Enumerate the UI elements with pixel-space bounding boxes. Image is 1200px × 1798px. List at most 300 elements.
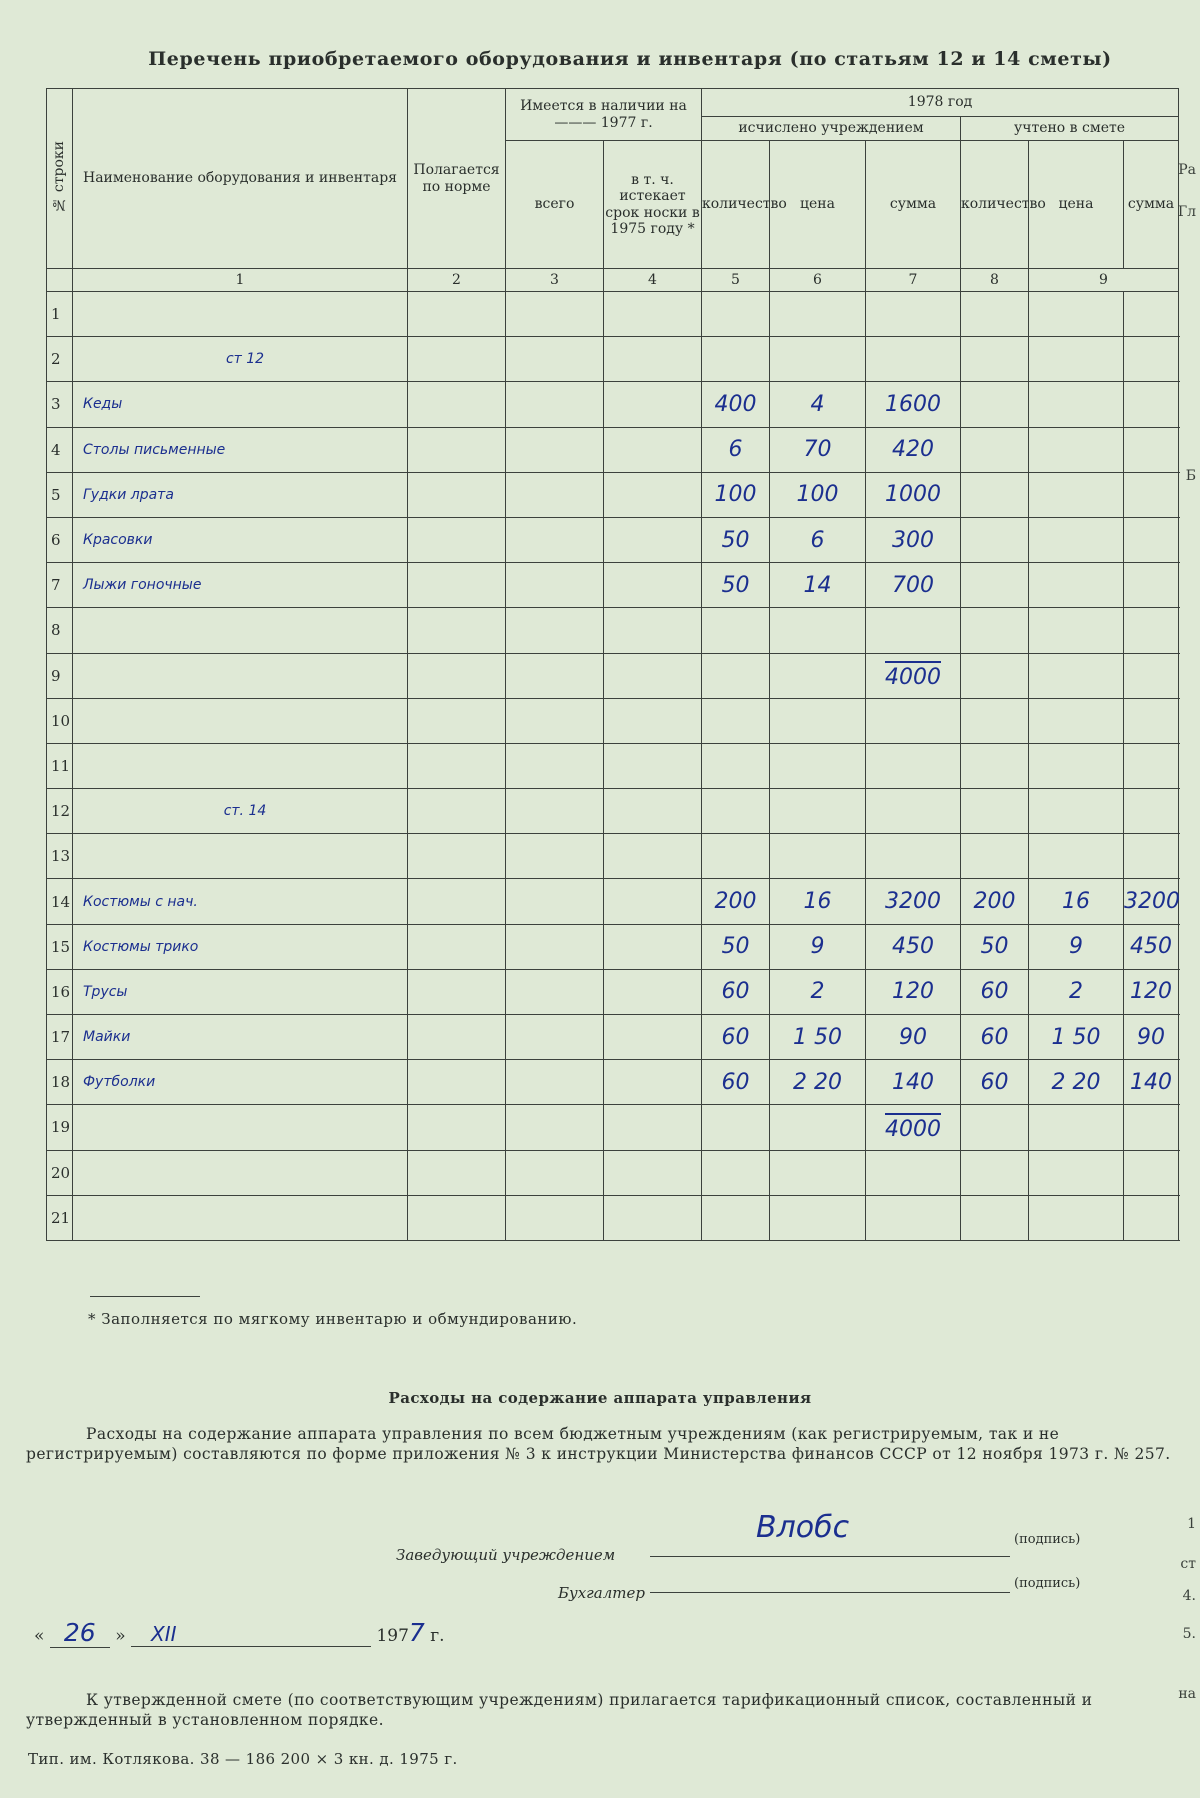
colnum-blank [47,269,73,292]
date-month: XII [131,1622,371,1647]
qty-cell [702,292,770,337]
price2-cell [1029,1105,1124,1150]
qty-cell [702,608,770,653]
qty2-cell: 200 [961,879,1029,924]
qty2-cell [961,608,1029,653]
sum-cell: 300 [866,517,961,562]
table-row [47,1195,1179,1240]
price-cell: 16 [770,879,866,924]
table-row [47,743,1179,788]
row-number: 4 [47,427,73,472]
sum2-cell: 120 [1124,969,1179,1014]
edge-fragment-2: Гл [1177,204,1196,220]
norm-cell [408,427,506,472]
price-cell [770,292,866,337]
price2-cell [1029,563,1124,608]
sum2-cell [1124,472,1179,517]
sum-cell [866,1150,961,1195]
have-expiring-cell [604,698,702,743]
price-cell [770,608,866,653]
edge-fragment-3: Б [1185,468,1196,484]
header-sum2: сумма [1124,141,1179,269]
have-total-cell [506,653,604,698]
price2-cell [1029,292,1124,337]
price-cell: 6 [770,517,866,562]
qty2-cell [961,789,1029,834]
row-number: 16 [47,969,73,1014]
price-cell [770,698,866,743]
price-cell [770,653,866,698]
qty-cell: 60 [702,1015,770,1060]
qty2-cell: 60 [961,969,1029,1014]
have-expiring-cell [604,1105,702,1150]
column-number: 3 [506,269,604,292]
sum2-cell [1124,834,1179,879]
header-name: Наименование оборудования и инвентаря [73,89,408,269]
qty-cell: 6 [702,427,770,472]
sum-cell: 420 [866,427,961,472]
price2-cell [1029,834,1124,879]
qty-cell [702,337,770,382]
row-number: 20 [47,1150,73,1195]
price-cell [770,789,866,834]
section-text: Расходы на содержание аппарата управления по всем бюджетным учреждениям (как регистрируемым, так и не регистрируемым) составляются по форме приложения № 3 к инструкции Министерства финансов СССР от 12 ноября 1973 г. № 257. [26,1425,1171,1464]
sum2-cell: 90 [1124,1015,1179,1060]
column-number: 6 [770,269,866,292]
column-number: 9 [1029,269,1179,292]
norm-cell [408,789,506,834]
column-number: 7 [866,269,961,292]
row-number: 10 [47,698,73,743]
have-total-cell [506,563,604,608]
sum-cell [866,1195,961,1240]
have-expiring-cell [604,924,702,969]
have-total-cell [506,924,604,969]
row-number: 2 [47,337,73,382]
edge-fragment-6: 4. [1182,1588,1196,1604]
norm-cell [408,382,506,427]
have-expiring-cell [604,472,702,517]
table-row [47,1060,1179,1105]
sum-cell: 1000 [866,472,961,517]
qty-cell: 60 [702,1060,770,1105]
sum2-cell [1124,1150,1179,1195]
qty2-cell [961,1150,1029,1195]
have-expiring-cell [604,1060,702,1105]
sum2-cell: 140 [1124,1060,1179,1105]
date-suffix: г. [430,1626,445,1646]
table-row [47,834,1179,879]
norm-cell [408,1015,506,1060]
table-row [47,382,1179,427]
qty2-cell [961,743,1029,788]
row-number: 7 [47,563,73,608]
row-number: 9 [47,653,73,698]
norm-cell [408,337,506,382]
price-cell: 9 [770,924,866,969]
qty-cell: 50 [702,563,770,608]
have-expiring-cell [604,653,702,698]
qty-cell [702,1150,770,1195]
sum2-cell [1124,292,1179,337]
row-number: 21 [47,1195,73,1240]
header-calc: исчислено учреждением [702,117,961,141]
qty-cell [702,789,770,834]
table-row [47,1105,1179,1150]
row-number: 12 [47,789,73,834]
header-norm: Полагается по норме [408,89,506,269]
footnote: * Заполняется по мягкому инвентарю и обмундированию. [88,1310,578,1328]
price2-cell [1029,608,1124,653]
have-expiring-cell [604,834,702,879]
equipment-table [46,88,1179,1241]
sum2-cell [1124,517,1179,562]
table-row [47,337,1179,382]
sum2-cell [1124,427,1179,472]
norm-cell [408,472,506,517]
sum-cell: 120 [866,969,961,1014]
sum-cell [866,789,961,834]
qty-cell [702,1195,770,1240]
qty2-cell: 60 [961,1060,1029,1105]
qty2-cell [961,1105,1029,1150]
qty2-cell [961,472,1029,517]
price2-cell [1029,789,1124,834]
item-name: Трусы [73,969,408,1014]
norm-cell [408,1195,506,1240]
price2-cell [1029,427,1124,472]
qty2-cell [961,427,1029,472]
header-have-expiring: в т. ч. истекает срок носки в 1975 году * [604,141,702,269]
date-year-prefix: 197 [376,1626,409,1646]
column-number: 5 [702,269,770,292]
have-total-cell [506,292,604,337]
header-qty: количество [702,141,770,269]
sum-cell: 140 [866,1060,961,1105]
row-number: 19 [47,1105,73,1150]
sum-cell [866,834,961,879]
have-expiring-cell [604,1015,702,1060]
norm-cell [408,879,506,924]
have-expiring-cell [604,1195,702,1240]
have-expiring-cell [604,337,702,382]
qty-cell [702,653,770,698]
footnote-rule [90,1296,200,1297]
qty-cell: 50 [702,924,770,969]
qty-cell: 200 [702,879,770,924]
table-row [47,563,1179,608]
item-name: Майки [73,1015,408,1060]
qty2-cell [961,517,1029,562]
item-name: Гудки лрата [73,472,408,517]
have-total-cell [506,1195,604,1240]
item-name [73,834,408,879]
price2-cell [1029,517,1124,562]
item-name: Футболки [73,1060,408,1105]
price-cell: 2 [770,969,866,1014]
item-name [73,1195,408,1240]
table-row [47,1150,1179,1195]
date-year-digit: 7 [408,1618,425,1647]
column-number: 1 [73,269,408,292]
head-signature-hint: (подпись) [1014,1532,1081,1547]
header-price2: цена [1029,141,1124,269]
edge-fragment-4: 1 [1187,1516,1196,1532]
table-row [47,924,1179,969]
norm-cell [408,653,506,698]
sum-cell: 450 [866,924,961,969]
qty-cell: 60 [702,969,770,1014]
print-info: Тип. им. Котлякова. 38 — 186 200 × 3 кн. д. 1975 г. [28,1750,458,1768]
qty2-cell [961,292,1029,337]
have-total-cell [506,1060,604,1105]
page-title: Перечень приобретаемого оборудования и инвентаря (по статьям 12 и 14 сметы) [148,48,1112,70]
item-name: Столы письменные [73,427,408,472]
have-total-cell [506,517,604,562]
section-title: Расходы на содержание аппарата управления [388,1389,812,1407]
qty2-cell [961,653,1029,698]
column-number: 2 [408,269,506,292]
table-row [47,653,1179,698]
item-name: ст 12 [73,337,408,382]
row-number: 15 [47,924,73,969]
norm-cell [408,834,506,879]
header-have: Имеется в наличии на ——— 1977 г. [506,89,702,141]
header-sum: сумма [866,141,961,269]
have-expiring-cell [604,382,702,427]
norm-cell [408,969,506,1014]
item-name: Лыжи гоночные [73,563,408,608]
sum2-cell [1124,608,1179,653]
have-expiring-cell [604,969,702,1014]
header-year: 1978 год [702,89,1179,117]
column-number: 4 [604,269,702,292]
sum2-cell [1124,563,1179,608]
sum-cell: 1600 [866,382,961,427]
column-number: 8 [961,269,1029,292]
row-number: 8 [47,608,73,653]
have-total-cell [506,969,604,1014]
price-cell [770,1150,866,1195]
edge-fragment-5: ст [1180,1556,1196,1572]
note-text: К утвержденной смете (по соответствующим учреждениям) прилагается тарификационный список, составленный и утвержденный в установленном порядке. [26,1691,1093,1730]
item-name: Кеды [73,382,408,427]
norm-cell [408,743,506,788]
have-total-cell [506,1015,604,1060]
item-name [73,1150,408,1195]
have-expiring-cell [604,879,702,924]
qty-cell: 400 [702,382,770,427]
norm-cell [408,517,506,562]
sum-cell: 4000 [866,1105,961,1150]
have-expiring-cell [604,608,702,653]
item-name [73,743,408,788]
price2-cell: 9 [1029,924,1124,969]
header-qty2: количество [961,141,1029,269]
have-expiring-cell [604,789,702,834]
row-number: 3 [47,382,73,427]
date-line: « 26 » XII 1977 г. [34,1618,445,1647]
price-cell [770,743,866,788]
have-total-cell [506,427,604,472]
row-number: 1 [47,292,73,337]
item-name: Костюмы трико [73,924,408,969]
sum-cell [866,292,961,337]
table-body [47,292,1179,1241]
sum2-cell [1124,1105,1179,1150]
row-number: 11 [47,743,73,788]
item-name [73,698,408,743]
accountant-signature-line [650,1592,1010,1593]
have-total-cell [506,608,604,653]
norm-cell [408,698,506,743]
sum2-cell [1124,789,1179,834]
price2-cell: 2 [1029,969,1124,1014]
have-expiring-cell [604,292,702,337]
qty2-cell [961,563,1029,608]
have-total-cell [506,698,604,743]
header-price: цена [770,141,866,269]
row-number: 17 [47,1015,73,1060]
row-number: 14 [47,879,73,924]
sum2-cell [1124,337,1179,382]
have-total-cell [506,382,604,427]
price-cell [770,337,866,382]
have-total-cell [506,789,604,834]
price-cell: 1 50 [770,1015,866,1060]
price2-cell [1029,743,1124,788]
row-number: 5 [47,472,73,517]
sum2-cell [1124,698,1179,743]
qty-cell: 100 [702,472,770,517]
price-cell: 2 20 [770,1060,866,1105]
price2-cell [1029,653,1124,698]
have-expiring-cell [604,427,702,472]
table-row [47,969,1179,1014]
accountant-signature-hint: (подпись) [1014,1576,1081,1591]
table-row [47,292,1179,337]
qty-cell [702,743,770,788]
item-name: Красовки [73,517,408,562]
header-have-total: всего [506,141,604,269]
qty-cell [702,834,770,879]
table-row [47,789,1179,834]
have-total-cell [506,1105,604,1150]
edge-fragment-8: на [1178,1686,1196,1702]
sum-cell [866,337,961,382]
table-row [47,698,1179,743]
item-name [73,608,408,653]
qty2-cell [961,698,1029,743]
sum2-cell: 450 [1124,924,1179,969]
have-total-cell [506,834,604,879]
item-name: ст. 14 [73,789,408,834]
have-total-cell [506,472,604,517]
norm-cell [408,1105,506,1150]
item-name: Костюмы с нач. [73,879,408,924]
have-total-cell [506,743,604,788]
table-row [47,472,1179,517]
price2-cell: 2 20 [1029,1060,1124,1105]
price2-cell [1029,337,1124,382]
sum-cell: 90 [866,1015,961,1060]
row-number: 13 [47,834,73,879]
date-day: 26 [50,1618,110,1648]
qty-cell [702,698,770,743]
have-total-cell [506,337,604,382]
edge-fragment-7: 5. [1182,1626,1196,1642]
sum-cell [866,608,961,653]
header-row-no: № строки [47,89,73,269]
sum-cell: 4000 [866,653,961,698]
price-cell [770,834,866,879]
price2-cell: 16 [1029,879,1124,924]
norm-cell [408,1060,506,1105]
sum-cell: 3200 [866,879,961,924]
row-number: 18 [47,1060,73,1105]
table-row [47,1015,1179,1060]
price-cell: 14 [770,563,866,608]
qty2-cell [961,382,1029,427]
price-cell: 4 [770,382,866,427]
price-cell: 70 [770,427,866,472]
have-total-cell [506,1150,604,1195]
item-name [73,1105,408,1150]
qty2-cell [961,1195,1029,1240]
sum2-cell: 3200 [1124,879,1179,924]
item-name [73,292,408,337]
column-number-row [47,269,1179,292]
sum-cell: 700 [866,563,961,608]
price-cell: 100 [770,472,866,517]
price-cell [770,1195,866,1240]
have-expiring-cell [604,563,702,608]
norm-cell [408,608,506,653]
have-total-cell [506,879,604,924]
price2-cell [1029,698,1124,743]
head-signature-label: Заведующий учреждением [396,1546,616,1564]
sum2-cell [1124,382,1179,427]
qty2-cell: 60 [961,1015,1029,1060]
row-number: 6 [47,517,73,562]
norm-cell [408,1150,506,1195]
have-expiring-cell [604,1150,702,1195]
have-expiring-cell [604,743,702,788]
price2-cell [1029,1195,1124,1240]
qty2-cell [961,337,1029,382]
table-row [47,879,1179,924]
qty-cell [702,1105,770,1150]
sum-cell [866,698,961,743]
norm-cell [408,292,506,337]
edge-fragment-1: Ра [1178,162,1196,178]
header-budget: учтено в смете [961,117,1179,141]
item-name [73,653,408,698]
table-row [47,517,1179,562]
have-expiring-cell [604,517,702,562]
head-signature-line [650,1556,1010,1557]
qty2-cell: 50 [961,924,1029,969]
table-row [47,608,1179,653]
sum2-cell [1124,1195,1179,1240]
qty-cell: 50 [702,517,770,562]
sum2-cell [1124,743,1179,788]
qty2-cell [961,834,1029,879]
norm-cell [408,563,506,608]
table-row [47,427,1179,472]
accountant-label: Бухгалтер [558,1584,645,1602]
sum-cell [866,743,961,788]
